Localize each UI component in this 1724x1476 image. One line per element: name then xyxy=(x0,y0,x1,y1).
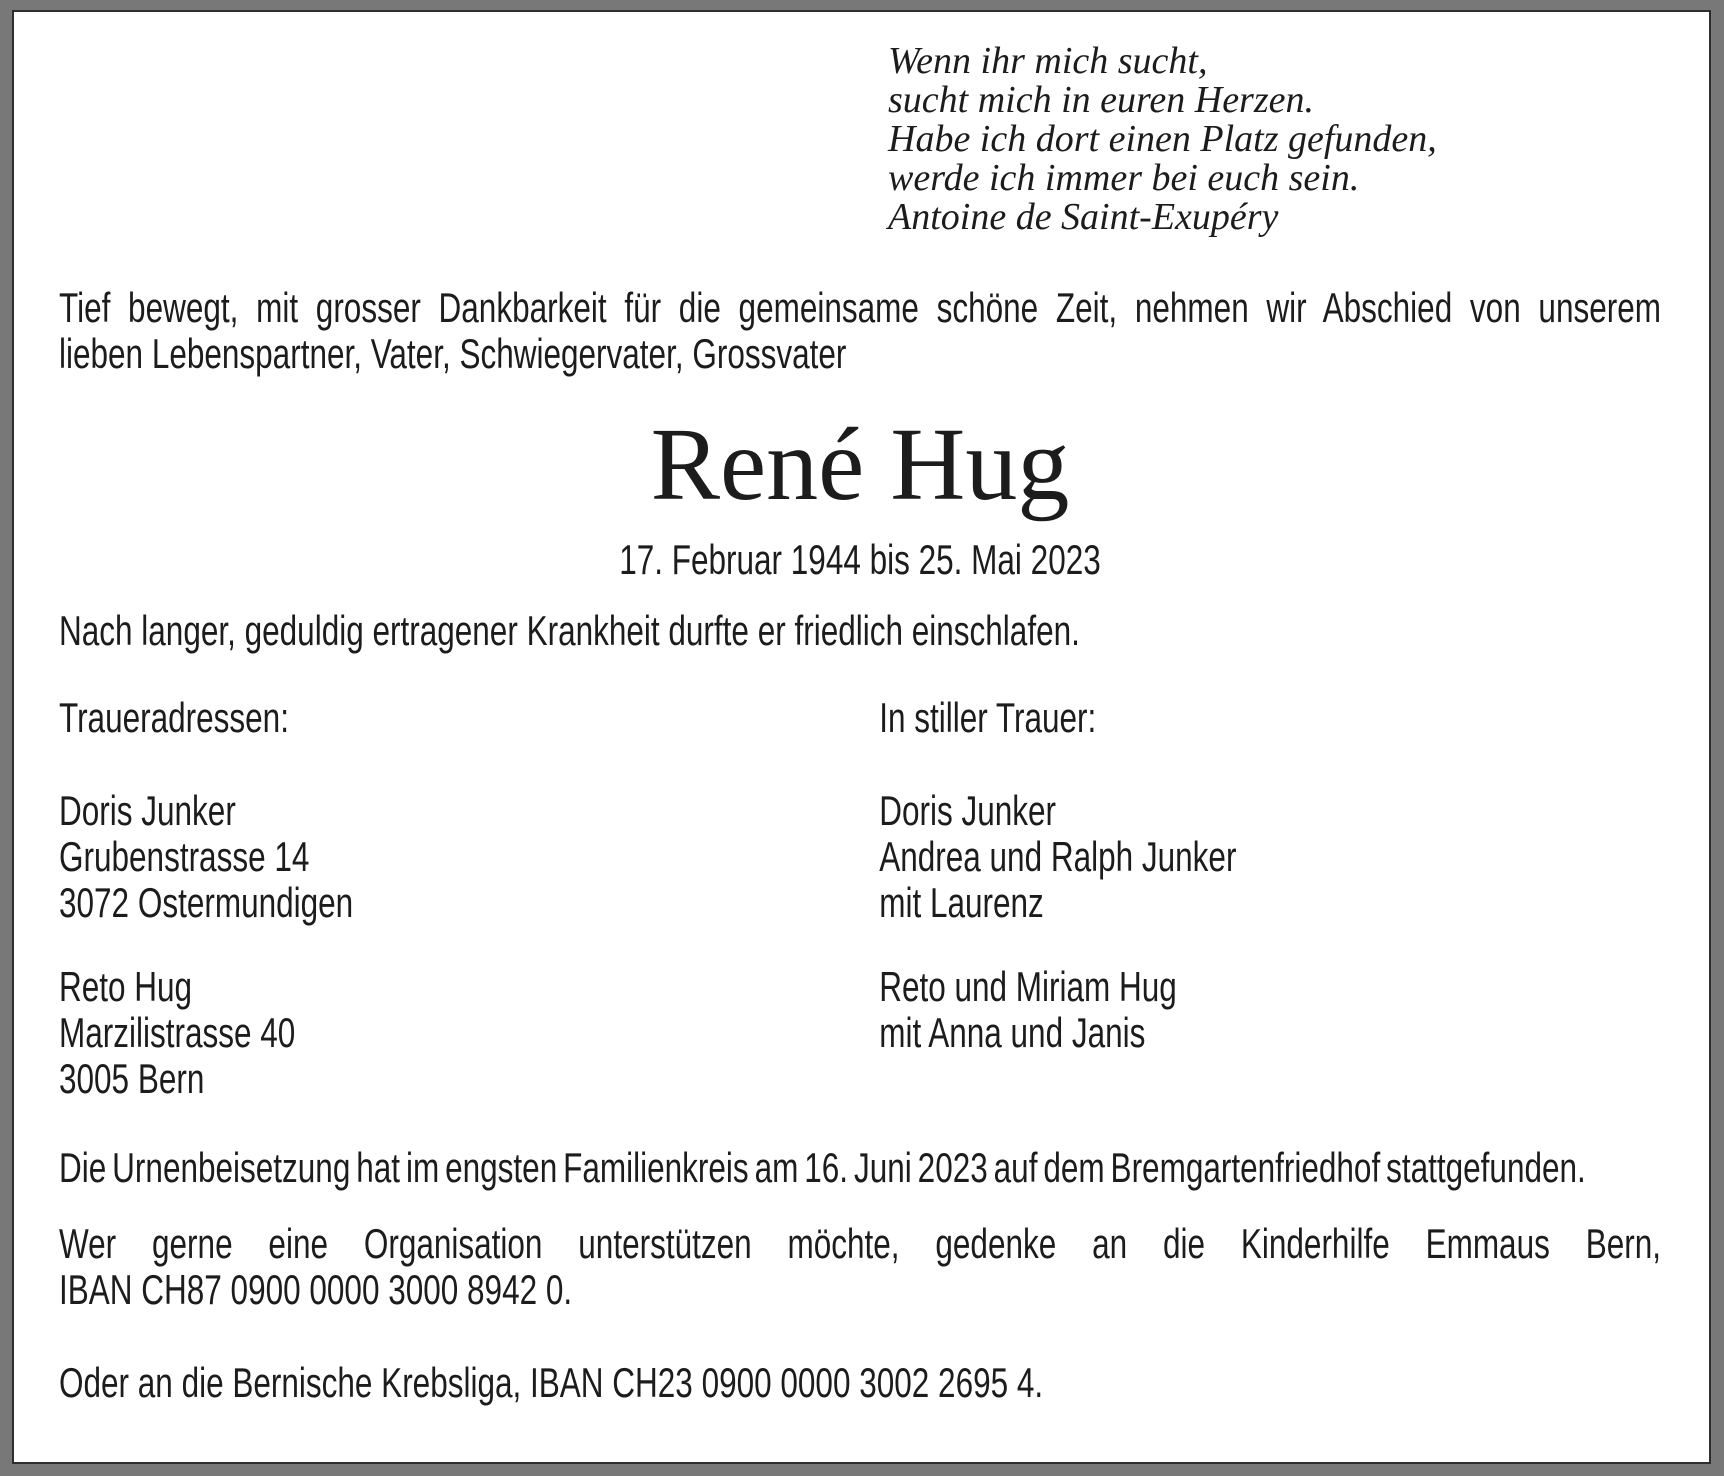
donation-note-1-line-1: Wer gerne eine Organisation unterstützen möchte, gedenke an die Kinderhilfe Emmaus Bern, xyxy=(59,1220,1661,1267)
mourners-column xyxy=(879,695,1661,1102)
donation-note-2: Oder an die Bernische Krebsliga, IBAN CH23 0900 0000 3002 2695 4. xyxy=(59,1359,1044,1406)
donation-iban-line: IBAN CH87 0900 0000 3000 8942 0. xyxy=(59,1266,573,1313)
mourning-addresses-heading: Traueradressen: xyxy=(59,694,289,741)
deceased-name: René Hug xyxy=(650,407,1070,522)
intro-paragraph xyxy=(59,285,1661,377)
address-line: Grubenstrasse 14 xyxy=(59,833,310,880)
columns-section xyxy=(59,695,1661,1102)
mourner-line: mit Laurenz xyxy=(879,879,1044,926)
poem-attribution: Antoine de Saint-Exupéry xyxy=(888,196,1279,238)
mourner-group xyxy=(879,788,1661,926)
mourner-line: Doris Junker xyxy=(879,787,1057,834)
intro-line-2: lieben Lebenspartner, Vater, Schwiegervater, Grossvater xyxy=(59,330,847,377)
address-group xyxy=(59,788,879,926)
poem-line: werde ich immer bei euch sein. xyxy=(888,157,1360,199)
poem-line: sucht mich in euren Herzen. xyxy=(888,79,1314,121)
poem-block xyxy=(888,42,1661,237)
donation-note-1 xyxy=(59,1221,1661,1313)
deceased-dates: 17. Februar 1944 bis 25. Mai 2023 xyxy=(619,536,1101,583)
address-line: 3005 Bern xyxy=(59,1055,205,1102)
poem-line: Habe ich dort einen Platz gefunden, xyxy=(888,118,1437,160)
address-line: 3072 Ostermundigen xyxy=(59,879,354,926)
mourner-line: mit Anna und Janis xyxy=(879,1009,1146,1056)
mourner-line: Reto und Miriam Hug xyxy=(879,963,1177,1010)
mourners-heading: In stiller Trauer: xyxy=(879,694,1097,741)
poem-line: Wenn ihr mich sucht, xyxy=(888,40,1208,82)
address-group xyxy=(59,964,879,1102)
obituary-sheet xyxy=(12,10,1711,1464)
burial-note: Die Urnenbeisetzung hat im engsten Familienkreis am 16. Juni 2023 auf dem Bremgartenfriedhof stattgefunden. xyxy=(59,1144,1586,1191)
intro-line-1: Tief bewegt, mit grosser Dankbarkeit für die gemeinsame schöne Zeit, nehmen wir Abschied von unserem xyxy=(59,284,1661,331)
passing-note: Nach langer, geduldig ertragener Krankheit durfte er friedlich einschlafen. xyxy=(59,607,1080,654)
mourning-addresses-column xyxy=(59,695,879,1102)
mourner-line: Andrea und Ralph Junker xyxy=(879,833,1237,880)
address-line: Reto Hug xyxy=(59,963,193,1010)
mourner-group xyxy=(879,964,1661,1056)
address-line: Doris Junker xyxy=(59,787,236,834)
address-line: Marzilistrasse 40 xyxy=(59,1009,296,1056)
